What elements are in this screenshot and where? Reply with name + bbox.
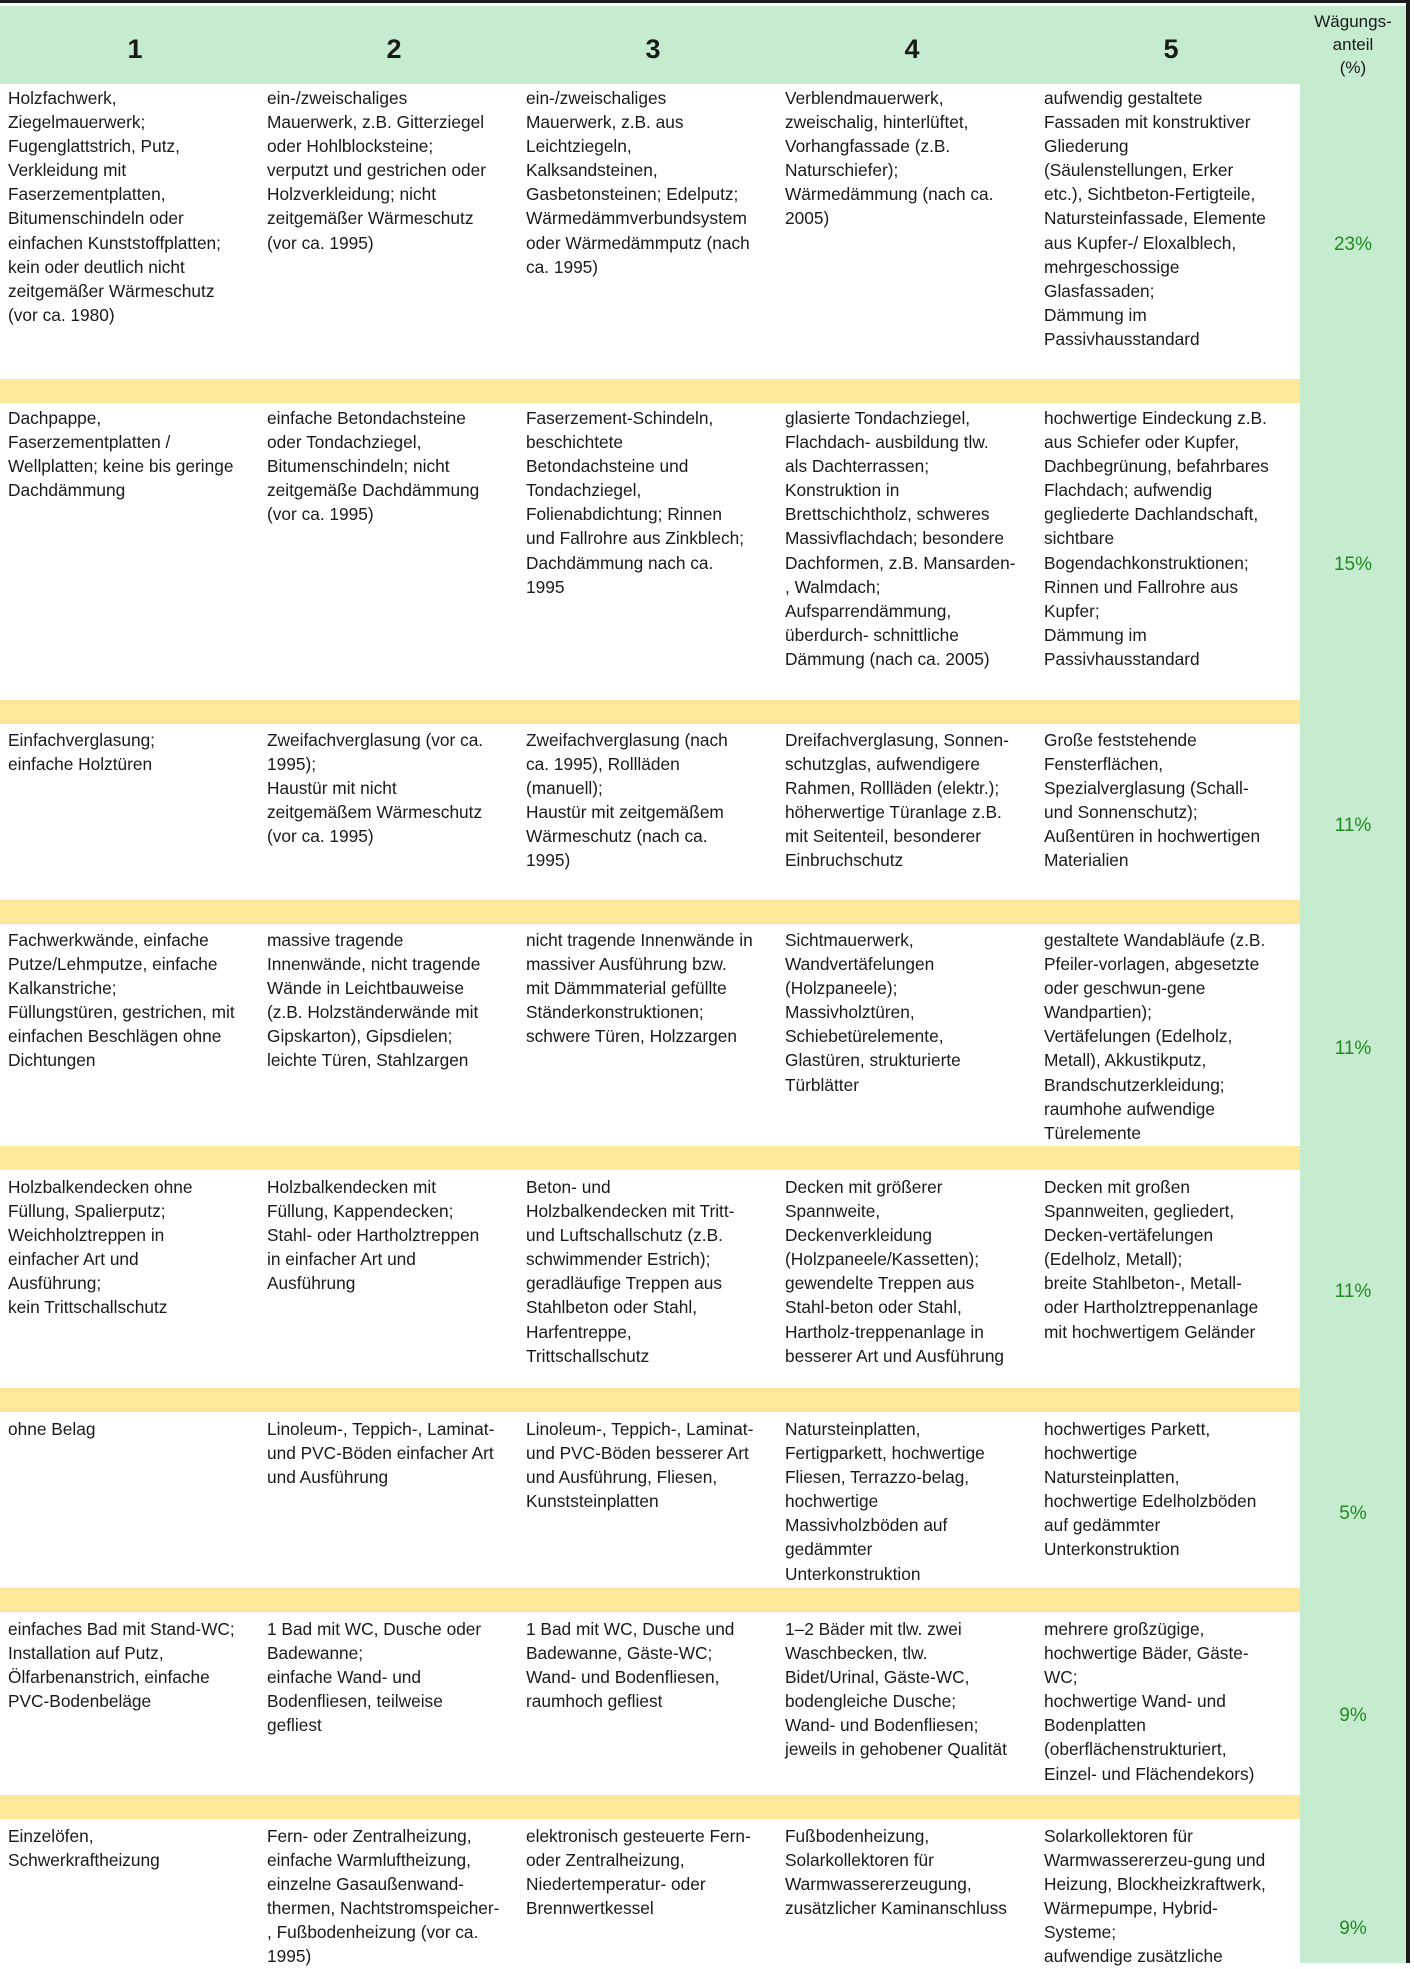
table-cell: Linoleum-, Teppich-, Laminat- und PVC-Böden besserer Art und Ausführung, Fliesen, Kunststeinplatten <box>526 1419 754 1512</box>
table-cell: ein-/zweischaliges Mauerwerk, z.B. Gitterziegel oder Hohlblocksteine; verputzt und gestrichen oder Holzverkleidung; nicht zeitgemäßer Wärmeschutz (vor ca. 1995) <box>267 88 487 253</box>
table-cell: Holzbalkendecken mit Füllung, Kappendecken; Stahl- oder Hartholztreppen in einfacher Art und Ausführung <box>267 1177 480 1294</box>
table-cell: Fachwerkwände, einfache Putze/Lehmputze, einfache Kalkanstriche; Füllungstüren, gestrichen, mit einfachen Beschlägen ohne Dichtungen <box>8 930 235 1071</box>
weight-value: 23% <box>1333 234 1373 255</box>
weight-value: 11% <box>1334 815 1372 836</box>
table-cell: einfaches Bad mit Stand-WC; Installation auf Putz, Ölfarbenanstrich, einfache PVC-Bodenbeläge <box>8 1619 235 1712</box>
weight-value: 9% <box>1339 1705 1367 1726</box>
row-separator <box>0 900 1300 924</box>
weight-value: 15% <box>1333 554 1373 575</box>
table-cell: 1 Bad mit WC, Dusche oder Badewanne; einfache Wand- und Bodenfliesen, teilweise gefliest <box>267 1619 482 1736</box>
table-cell: Dachpappe, Faserzementplatten / Wellplatten; keine bis geringe Dachdämmung <box>8 408 234 501</box>
table-cell: Fern- oder Zentralheizung, einfache Warmluftheizung, einzelne Gasaußenwand- thermen, Nachtstromspeicher- , Fußbodenheizung (vor ca. 1995) <box>267 1826 500 1967</box>
table-cell: glasierte Tondachziegel, Flachdach- ausbildung tlw. als Dachterrassen; Konstruktion in Brettschichtholz, schweres Massivflachdach; besondere Dachformen, z.B. Mansarden- , Walmdach; Aufsparrendämmung, überdurch- schnittliche Dämmung (nach ca. 2005) <box>785 408 1016 669</box>
table-cell: gestaltete Wandabläufe (z.B. Pfeiler-vorlagen, abgesetzte oder geschwun-gene Wandpartien); Vertäfelungen (Edelholz, Metall), Akkustikputz, Brandschutzerkleidung; raumhohe aufwendige Türelemente <box>1044 930 1266 1143</box>
table-cell: ein-/zweischaliges Mauerwerk, z.B. aus Leichtziegeln, Kalksandsteinen, Gasbetonsteinen; Edelputz; Wärmedämmverbundsystem oder Wärmedämmputz (nach ca. 1995) <box>526 88 750 277</box>
table-cell: Decken mit größerer Spannweite, Deckenverkleidung (Holzpaneele/Kassetten); gewendelte Treppen aus Stahl-beton oder Stahl, Hartholz-treppenanlage in besserer Art und Ausführung <box>785 1177 1005 1366</box>
table-cell: nicht tragende Innenwände in massiver Ausführung bzw. mit Dämmmaterial gefüllte Ständerkonstruktionen; schwere Türen, Holzzargen <box>526 930 753 1047</box>
weight-header: Wägungs- anteil (%) <box>1314 12 1392 77</box>
table-cell: ohne Belag <box>8 1419 96 1439</box>
column-header-4: 4 <box>904 34 920 64</box>
table-cell: Einfachverglasung; einfache Holztüren <box>8 730 155 775</box>
table-cell: Dreifachverglasung, Sonnen- schutzglas, aufwendigere Rahmen, Rollläden (elektr.); höherwertige Türanlage z.B. mit Seitenteil, besonderer Einbruchschutz <box>785 730 1009 871</box>
column-header-5: 5 <box>1163 34 1179 64</box>
table-cell: einfache Betondachsteine oder Tondachziegel, Bitumenschindeln; nicht zeitgemäße Dachdämmung (vor ca. 1995) <box>267 408 480 525</box>
table-cell: aufwendig gestaltete Fassaden mit konstruktiver Gliederung (Säulenstellungen, Erker etc.), Sichtbeton-Fertigteile, Natursteinfassade, Elemente aus Kupfer-/ Eloxalblech, mehrgeschossige Glasfassaden; Dämmung im Passivhausstandard <box>1044 88 1266 349</box>
table-cell: Sichtmauerwerk, Wandvertäfelungen (Holzpaneele); Massivholztüren, Schiebetürelemente, Glastüren, strukturierte Türblätter <box>785 930 961 1095</box>
table-cell: Beton- und Holzbalkendecken mit Tritt- und Luftschallschutz (z.B. schwimmender Estrich); geradläufige Treppen aus Stahlbeton oder Stahl, Harfentreppe, Trittschallschutz <box>526 1177 735 1366</box>
table-cell: Solarkollektoren für Warmwassererzeu-gung und Heizung, Blockheizkraftwerk, Wärmepumpe, Hybrid- Systeme; aufwendige zusätzliche <box>1044 1826 1266 1967</box>
table-cell: mehrere großzügige, hochwertige Bäder, Gäste- WC; hochwertige Wand- und Bodenplatten (oberflächenstrukturiert, Einzel- und Flächendekors) <box>1044 1619 1255 1784</box>
row-separator <box>0 1388 1300 1412</box>
weight-value: 11% <box>1334 1038 1372 1059</box>
table-cell: Zweifachverglasung (nach ca. 1995), Rollläden (manuell); Haustür mit zeitgemäßem Wärmeschutz (nach ca. 1995) <box>526 730 728 871</box>
table-cell: hochwertiges Parkett, hochwertige Natursteinplatten, hochwertige Edelholzböden auf gedämmter Unterkonstruktion <box>1044 1419 1257 1560</box>
column-header-2: 2 <box>386 34 402 64</box>
table-cell: Faserzement-Schindeln, beschichtete Betondachsteine und Tondachziegel, Folienabdichtung; Rinnen und Fallrohre aus Zinkblech; Dachdämmung nach ca. 1995 <box>526 408 745 597</box>
table-cell: Große feststehende Fensterflächen, Spezialverglasung (Schall- und Sonnenschutz); Außentüren in hochwertigen Materialien <box>1044 730 1261 871</box>
weight-value: 5% <box>1339 1503 1367 1524</box>
table-cell: Natursteinplatten, Fertigparkett, hochwertige Fliesen, Terrazzo-belag, hochwertige Massivholzböden auf gedämmter Unterkonstruktion <box>785 1419 985 1584</box>
table-cell: Verblendmauerwerk, zweischalig, hinterlüftet, Vorhangfassade (z.B. Naturschiefer); Wärmedämmung (nach ca. 2005) <box>785 88 994 229</box>
weight-column <box>1300 6 1406 1963</box>
table-cell: elektronisch gesteuerte Fern- oder Zentralheizung, Niedertemperatur- oder Brennwertkessel <box>526 1826 751 1919</box>
table-cell: Holzbalkendecken ohne Füllung, Spalierputz; Weichholztreppen in einfacher Art und Ausführung; kein Trittschallschutz <box>8 1177 193 1318</box>
row-separator <box>0 1146 1300 1170</box>
weight-value: 9% <box>1339 1918 1367 1939</box>
weight-value: 11% <box>1334 1281 1372 1302</box>
column-header-3: 3 <box>645 34 661 64</box>
row-separator <box>0 1588 1300 1612</box>
table-cell: Linoleum-, Teppich-, Laminat- und PVC-Böden einfacher Art und Ausführung <box>267 1419 495 1488</box>
row-separator <box>0 700 1300 724</box>
table-cell: Einzelöfen, Schwerkraftheizung <box>8 1826 160 1871</box>
table-header <box>0 6 1300 84</box>
column-header-1: 1 <box>127 34 143 64</box>
table-cell: Decken mit großen Spannweiten, gegliedert, Decken-vertäfelungen (Edelholz, Metall); breite Stahlbeton-, Metall- oder Hartholztreppenanlage mit hochwertigem Geländer <box>1044 1177 1259 1342</box>
row-separator <box>0 1795 1300 1819</box>
table-cell: 1 Bad mit WC, Dusche und Badewanne, Gäste-WC; Wand- und Bodenfliesen, raumhoch gefliest <box>526 1619 735 1712</box>
table-cell: hochwertige Eindeckung z.B. aus Schiefer oder Kupfer, Dachbegrünung, befahrbares Flachdach; aufwendig gegliederte Dachlandschaft, sichtbare Bogendachkonstruktionen; Rinnen und Fallrohre aus Kupfer; Dämmung im Passivhausstandard <box>1044 408 1269 669</box>
table-cell: Zweifachverglasung (vor ca. 1995); Haustür mit nicht zeitgemäßem Wärmeschutz (vor ca. 1995) <box>267 730 484 847</box>
row-separator <box>0 379 1300 403</box>
table-cell: massive tragende Innenwände, nicht tragende Wände in Leichtbauweise (z.B. Holzständerwände mit Gipskarton), Gipsdielen; leichte Türen, Stahlzargen <box>267 930 481 1071</box>
table-cell: Holzfachwerk, Ziegelmauerwerk; Fugenglattstrich, Putz, Verkleidung mit Faserzementplatten, Bitumenschindeln oder einfachen Kunststoffplatten; kein oder deutlich nicht zeitgemäßer Wärmeschutz (vor ca. 1980) <box>8 88 221 325</box>
table-cell: Fußbodenheizung, Solarkollektoren für Warmwassererzeugung, zusätzlicher Kaminanschluss <box>785 1826 1007 1919</box>
table-cell: 1–2 Bäder mit tlw. zwei Waschbecken, tlw. Bidet/Urinal, Gäste-WC, bodengleiche Dusche; Wand- und Bodenfliesen; jeweils in gehobener Qualität <box>785 1619 1007 1760</box>
